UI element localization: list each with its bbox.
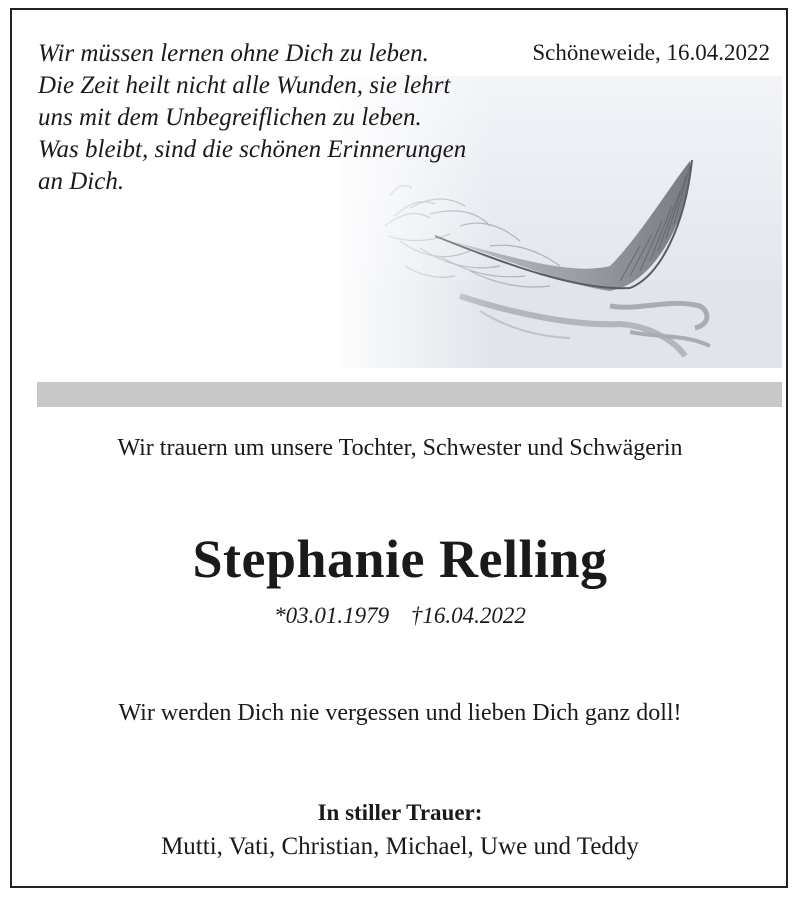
death-date: †16.04.2022 (410, 603, 526, 628)
poem-line: uns mit dem Unbegreiflichen zu leben. (38, 104, 422, 131)
poem (38, 38, 466, 198)
deceased-name: Stephanie Relling (192, 529, 608, 589)
poem-line: Die Zeit heilt nicht alle Wunden, sie lehrt (38, 72, 451, 99)
poem-line: Was bleibt, sind die schönen Erinnerungen (38, 136, 467, 163)
divider-bar (37, 382, 782, 407)
farewell-message: Wir werden Dich nie vergessen und lieben Dich ganz doll! (118, 700, 682, 726)
poem-line: Wir müssen lernen ohne Dich zu leben. (38, 40, 429, 67)
mourning-title: In stiller Trauer: (317, 800, 483, 825)
mourners-list: Mutti, Vati, Christian, Michael, Uwe und Teddy (161, 833, 639, 860)
intro-text: Wir trauern um unsere Tochter, Schwester und Schwägerin (117, 435, 683, 461)
place-date: Schöneweide, 16.04.2022 (532, 40, 770, 65)
birth-date: *03.01.1979 (274, 603, 390, 628)
poem-line: an Dich. (38, 168, 125, 195)
life-dates (0, 603, 800, 629)
